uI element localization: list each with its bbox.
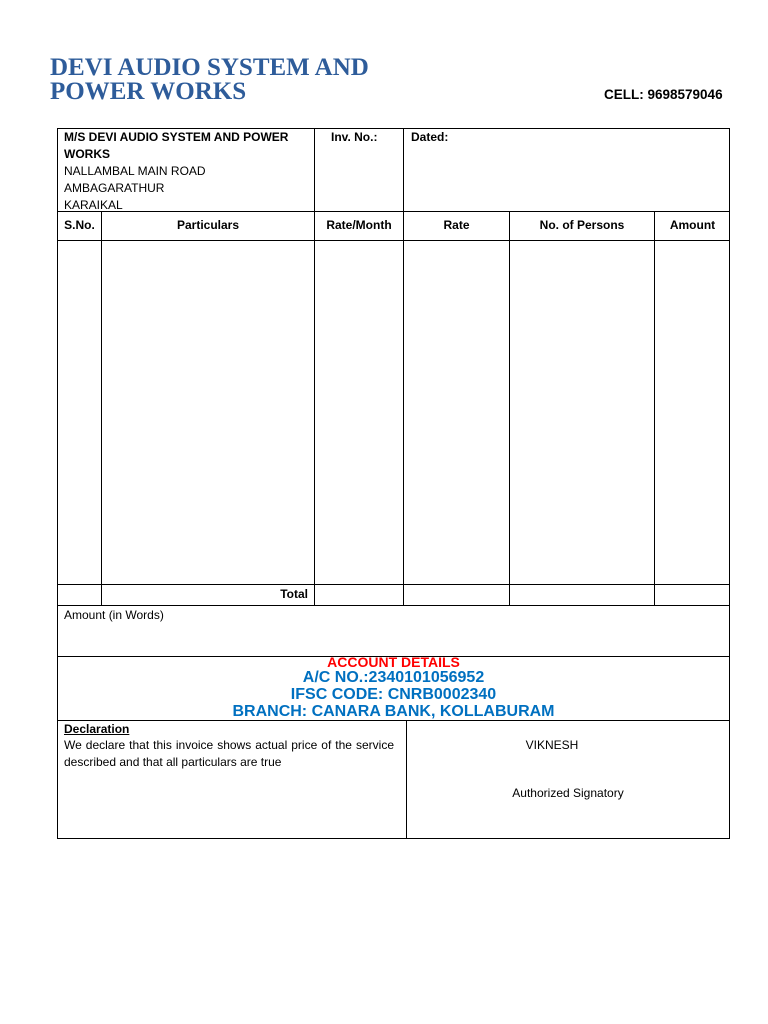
column-header-sno: S.No. [64, 218, 95, 232]
column-header-particulars: Particulars [176, 218, 240, 232]
account-details-heading: ACCOUNT DETAILS [327, 654, 460, 670]
column-header-rate-month: Rate/Month [326, 218, 392, 232]
vrule-rate [509, 211, 510, 606]
bill-to-address-line2: AMBAGARATHUR [64, 181, 165, 195]
vrule-persons [654, 211, 655, 606]
vrule-particulars [314, 211, 315, 606]
rule-below-headers [57, 240, 730, 241]
authorized-signatory-label: Authorized Signatory [512, 786, 624, 800]
column-header-amount: Amount [669, 218, 716, 232]
vrule-rate-month [403, 211, 404, 606]
company-name-line1: DEVI AUDIO SYSTEM AND [50, 54, 369, 81]
invoice-frame [57, 128, 730, 839]
bill-to-name-line1: M/S DEVI AUDIO SYSTEM AND POWER [64, 130, 289, 144]
amount-in-words-label: Amount (in Words) [64, 608, 164, 622]
invoice-number-label: Inv. No.: [331, 130, 378, 144]
company-name-line2: POWER WORKS [50, 78, 247, 105]
declaration-heading: Declaration [64, 722, 130, 736]
ifsc-code: IFSC CODE: CNRB0002340 [290, 686, 497, 703]
account-number: A/C NO.:2340101056952 [302, 669, 485, 686]
column-header-rate: Rate [443, 218, 470, 232]
total-label: Total [280, 587, 308, 601]
dated-label: Dated: [411, 130, 449, 144]
vrule-sno [101, 211, 102, 606]
vrule-inv-left [314, 128, 315, 212]
cell-number: CELL: 9698579046 [604, 87, 723, 102]
company-name [50, 56, 369, 104]
bill-to-address [64, 129, 309, 214]
bank-branch: BRANCH: CANARA BANK, KOLLABURAM [232, 703, 555, 720]
rule-below-total [57, 605, 730, 606]
bill-to-address-line3: KARAIKAL [64, 198, 123, 212]
vrule-dated-left [403, 128, 404, 212]
signatory-name: VIKNESH [525, 738, 579, 752]
bill-to-name-line2: WORKS [64, 147, 110, 161]
bill-to-address-line1: NALLAMBAL MAIN ROAD [64, 164, 206, 178]
rule-above-total [57, 584, 730, 585]
column-header-persons: No. of Persons [539, 218, 625, 232]
declaration-text: We declare that this invoice shows actual price of the service described and that all particulars are true [64, 738, 394, 769]
